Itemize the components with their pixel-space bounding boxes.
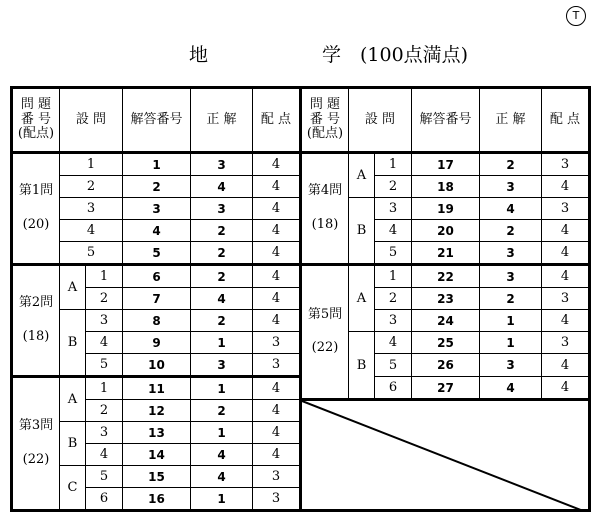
points: 4 [253,265,301,288]
answer-no: 16 [123,488,191,511]
points: 4 [253,242,301,265]
q5-sub-3: 3 [375,310,412,332]
q4-sub-2: 2 [375,176,412,198]
answer-no: 21 [412,242,480,265]
table-row [12,400,590,422]
correct-answer: 4 [191,176,253,198]
q4-sub-4: 4 [375,220,412,242]
answer-no: 13 [123,422,191,444]
points: 4 [253,220,301,242]
points: 3 [542,153,590,176]
q1-sub-3: 3 [60,198,123,220]
q2-sub-5: 5 [86,354,123,377]
answer-table [10,86,591,512]
answer-no: 1 [123,153,191,176]
points: 3 [253,332,301,354]
correct-answer: 4 [480,377,542,400]
q3-sub-1: 1 [86,377,123,400]
answer-no: 15 [123,466,191,488]
q1-sub-2: 2 [60,176,123,198]
answer-no: 23 [412,288,480,310]
header-correct-right: 正 解 [480,88,542,153]
correct-answer: 1 [191,488,253,511]
diagonal-line [302,401,590,511]
q2-sub-3: 3 [86,310,123,332]
q3-sub-4: 4 [86,444,123,466]
q5-sub-1: 1 [375,265,412,288]
answer-no: 11 [123,377,191,400]
answer-no: 18 [412,176,480,198]
points: 4 [542,310,590,332]
correct-answer: 2 [191,400,253,422]
points: 4 [542,176,590,198]
header-points-right: 配 点 [542,88,590,153]
q2-label: 第2問 (18) [12,265,60,377]
correct-answer: 4 [191,466,253,488]
correct-answer: 1 [191,332,253,354]
answer-no: 26 [412,354,480,377]
q4-sub-1: 1 [375,153,412,176]
header-question-left: 設 問 [60,88,123,153]
header-answer-no-right: 解答番号 [412,88,480,153]
points: 3 [542,332,590,354]
title-subtitle: (100点満点) [360,44,469,66]
correct-answer: 4 [480,198,542,220]
points: 4 [542,377,590,400]
answer-no: 14 [123,444,191,466]
points: 3 [253,354,301,377]
answer-no: 6 [123,265,191,288]
q5-sub-2: 2 [375,288,412,310]
answer-no: 4 [123,220,191,242]
correct-answer: 4 [191,444,253,466]
q3-group-c: C [60,466,86,511]
q4-group-a: A [349,153,375,198]
correct-answer: 1 [191,422,253,444]
correct-answer: 1 [480,332,542,354]
points: 3 [542,288,590,310]
correct-answer: 2 [191,242,253,265]
q1-sub-4: 4 [60,220,123,242]
q3-sub-6: 6 [86,488,123,511]
header-correct-left: 正 解 [191,88,253,153]
correct-answer: 2 [480,220,542,242]
points: 4 [253,400,301,422]
points: 4 [542,265,590,288]
correct-answer: 1 [480,310,542,332]
q3-label: 第3問 (22) [12,377,60,511]
answer-no: 12 [123,400,191,422]
answer-no: 5 [123,242,191,265]
points: 4 [542,242,590,265]
correct-answer: 3 [191,354,253,377]
q4-sub-3: 3 [375,198,412,220]
points: 4 [542,354,590,377]
answer-no: 7 [123,288,191,310]
q4-sub-5: 5 [375,242,412,265]
correct-answer: 1 [191,377,253,400]
points: 4 [253,444,301,466]
q3-sub-5: 5 [86,466,123,488]
correct-answer: 2 [480,288,542,310]
correct-answer: 3 [480,176,542,198]
q5-sub-5: 5 [375,354,412,377]
page-title [0,40,601,68]
q2-group-a: A [60,265,86,310]
points: 4 [253,310,301,332]
correct-answer: 2 [480,153,542,176]
q5-label: 第5問 (22) [301,265,349,400]
q3-group-a: A [60,377,86,422]
answer-no: 8 [123,310,191,332]
q1-sub-5: 5 [60,242,123,265]
points: 4 [253,288,301,310]
header-question-right: 設 問 [349,88,412,153]
q2-group-b: B [60,310,86,377]
answer-no: 27 [412,377,480,400]
q5-group-a: A [349,265,375,332]
corner-mark: T [566,6,586,26]
title-subject-2: 学 [322,44,342,66]
header-answer-no-left: 解答番号 [123,88,191,153]
q3-sub-3: 3 [86,422,123,444]
answer-no: 9 [123,332,191,354]
header-q-block-left: 問 題 番 号 (配点) [12,88,60,153]
correct-answer: 3 [191,198,253,220]
q2-sub-2: 2 [86,288,123,310]
points: 4 [253,176,301,198]
correct-answer: 2 [191,220,253,242]
q4-group-b: B [349,198,375,265]
correct-answer: 3 [480,265,542,288]
empty-diagonal-cell [301,400,590,511]
correct-answer: 2 [191,310,253,332]
correct-answer: 3 [480,354,542,377]
answer-no: 2 [123,176,191,198]
title-subject-1: 地 [189,44,209,66]
answer-no: 19 [412,198,480,220]
points: 4 [253,153,301,176]
q2-sub-4: 4 [86,332,123,354]
q2-sub-1: 1 [86,265,123,288]
table-row [12,265,590,288]
points: 3 [253,488,301,511]
answer-no: 24 [412,310,480,332]
answer-no: 20 [412,220,480,242]
q1-label: 第1問 (20) [12,153,60,265]
answer-no: 3 [123,198,191,220]
correct-answer: 2 [191,265,253,288]
answer-no: 17 [412,153,480,176]
q4-label: 第4問 (18) [301,153,349,265]
points: 4 [253,422,301,444]
q3-group-b: B [60,422,86,466]
q5-sub-6: 6 [375,377,412,400]
table-row [12,153,590,176]
points: 3 [542,198,590,220]
correct-answer: 3 [191,153,253,176]
q5-group-b: B [349,332,375,400]
points: 4 [253,198,301,220]
q3-sub-2: 2 [86,400,123,422]
points: 4 [253,377,301,400]
q1-sub-1: 1 [60,153,123,176]
answer-no: 22 [412,265,480,288]
q5-sub-4: 4 [375,332,412,354]
header-points-left: 配 点 [253,88,301,153]
correct-answer: 3 [480,242,542,265]
answer-no: 10 [123,354,191,377]
answer-no: 25 [412,332,480,354]
points: 3 [253,466,301,488]
header-q-block-right: 問 題 番 号 (配点) [301,88,349,153]
correct-answer: 4 [191,288,253,310]
points: 4 [542,220,590,242]
